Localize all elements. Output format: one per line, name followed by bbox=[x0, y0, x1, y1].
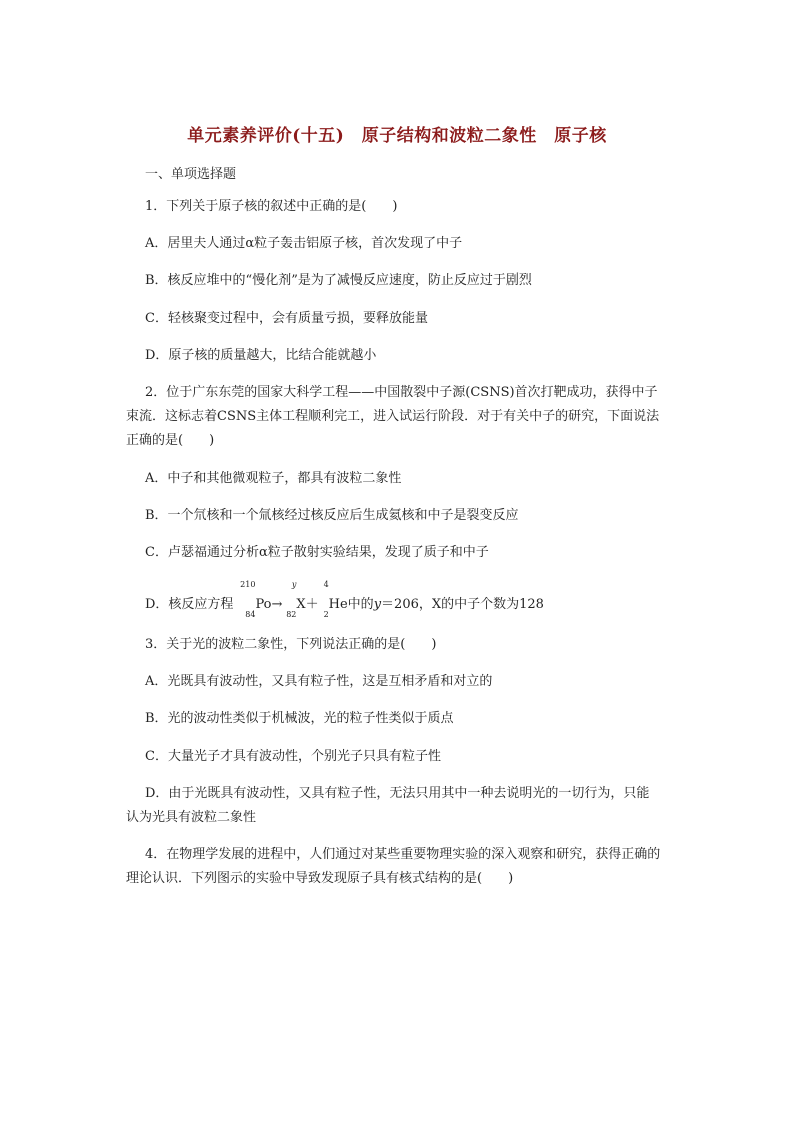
question-3-option-a: A．光既具有波动性，又具有粒子性，这是互相矛盾和对立的 bbox=[145, 674, 493, 689]
question-3-option-c: C．大量光子才具有波动性，个别光子只具有粒子性 bbox=[145, 749, 441, 764]
question-1-option-c: C．轻核聚变过程中，会有质量亏损，要释放能量 bbox=[145, 311, 428, 326]
question-2-option-c: C．卢瑟福通过分析α粒子散射实验结果，发现了质子和中子 bbox=[145, 545, 489, 560]
x-symbol: X＋ bbox=[296, 596, 319, 612]
question-3-option-d: D．由于光既具有波动性，又具有粒子性，无法只用其中一种去说明光的一切行为，只能认为光具有波粒二象性 bbox=[126, 786, 650, 825]
po-symbol: Po→ bbox=[255, 596, 283, 612]
he-mass-number: 4 bbox=[323, 580, 329, 589]
x-nuclide-scripts bbox=[282, 580, 297, 619]
x-mass-number: y bbox=[291, 580, 297, 589]
page-title: 单元素养评价(十五) 原子结构和波粒二象性 原子核 bbox=[187, 126, 607, 146]
variable-y: y bbox=[373, 596, 382, 612]
po-nuclide-scripts bbox=[233, 580, 256, 619]
question-2-option-d bbox=[145, 580, 544, 619]
section-heading: 一、单项选择题 bbox=[145, 167, 237, 182]
he-atomic-number: 2 bbox=[323, 610, 329, 619]
question-1-option-d: D．原子核的质量越大，比结合能就越小 bbox=[145, 348, 377, 363]
question-1-option-b: B．核反应堆中的“慢化剂”是为了减慢反应速度，防止反应过于剧烈 bbox=[145, 273, 532, 288]
he-nuclide-scripts bbox=[319, 580, 329, 619]
question-4-stem: 4．在物理学发展的进程中，人们通过对某些重要物理实验的深入观察和研究，获得正确的理论认识．下列图示的实验中导致发现原子具有核式结构的是( ) bbox=[126, 847, 661, 886]
he-symbol: He中的 bbox=[328, 596, 374, 612]
question-3-option-b: B．光的波动性类似于机械波，光的粒子性类似于质点 bbox=[145, 711, 454, 726]
option-d-prefix: D．核反应方程 bbox=[145, 596, 234, 612]
po-mass-number: 210 bbox=[240, 580, 256, 589]
question-3-stem: 3．关于光的波粒二象性，下列说法正确的是( ) bbox=[145, 637, 437, 652]
question-2-option-b: B．一个氘核和一个氚核经过核反应后生成氦核和中子是裂变反应 bbox=[145, 508, 519, 523]
x-atomic-number: 82 bbox=[286, 610, 297, 619]
question-1-stem: 1．下列关于原子核的叙述中正确的是( ) bbox=[145, 199, 398, 214]
question-1-option-a: A．居里夫人通过α粒子轰击铝原子核，首次发现了中子 bbox=[145, 236, 463, 251]
question-2-stem: 2．位于广东东莞的国家大科学工程——中国散裂中子源(CSNS)首次打靶成功，获得中子束流．这标志着CSNS主体工程顺利完工，进入试运行阶段．对于有关中子的研究，下面说法正确的是( ) bbox=[126, 385, 660, 448]
po-atomic-number: 84 bbox=[245, 610, 256, 619]
question-2-option-a: A．中子和其他微观粒子，都具有波粒二象性 bbox=[145, 471, 402, 486]
option-d-suffix: ＝206，X的中子个数为128 bbox=[381, 596, 544, 612]
